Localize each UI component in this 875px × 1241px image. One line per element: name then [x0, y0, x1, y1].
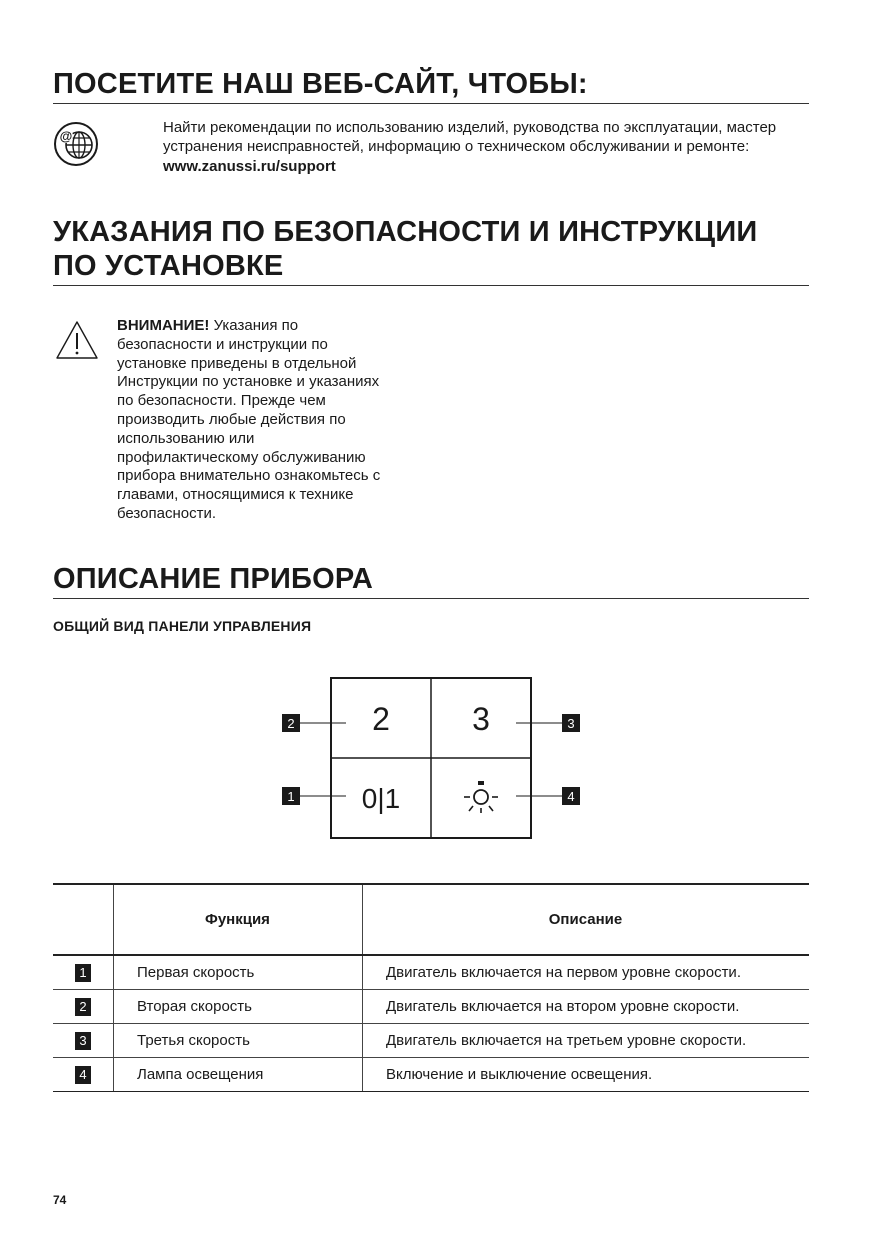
table-header-row: [53, 884, 809, 955]
callout-3: [562, 714, 580, 732]
callout-4: [562, 787, 580, 805]
panel-button-2: [372, 701, 390, 737]
support-url-link[interactable]: www.zanussi.ru/support: [163, 158, 336, 175]
button-2-symbol: 2: [372, 701, 390, 737]
globe-at-icon: [53, 121, 99, 167]
row-number-badge: 3: [75, 1032, 91, 1050]
panel-button-3: [472, 701, 490, 737]
warning-text: [117, 317, 392, 524]
row-number-cell: [53, 955, 114, 990]
callout-4-label: 4: [567, 789, 575, 804]
callout-2: [282, 714, 300, 732]
row-number-cell: [53, 990, 114, 1024]
table-row: [53, 955, 809, 990]
svg-text:@: @: [59, 128, 73, 144]
row-number-cell: [53, 1024, 114, 1058]
callout-2-label: 2: [287, 716, 295, 731]
row-number-cell: [53, 1058, 114, 1092]
table-row: [53, 1024, 809, 1058]
warning-triangle-icon: [55, 320, 99, 360]
row-number-badge: 1: [75, 964, 91, 982]
callout-1: [282, 787, 300, 805]
row-function: Первая скорость: [114, 955, 363, 990]
warning-label: ВНИМАНИЕ!: [117, 317, 210, 334]
button-1-symbol: 0|1: [361, 783, 401, 814]
row-description: Двигатель включается на третьем уровне скорости.: [363, 1024, 810, 1058]
table-row: [53, 1058, 809, 1092]
row-number-badge: 2: [75, 998, 91, 1016]
row-function: Лампа освещения: [114, 1058, 363, 1092]
row-description: Включение и выключение освещения.: [363, 1058, 810, 1092]
function-table: [53, 883, 809, 1092]
control-panel-diagram: [270, 670, 600, 850]
control-panel-subheading: ОБЩИЙ ВИД ПАНЕЛИ УПРАВЛЕНИЯ: [53, 618, 312, 634]
row-number-badge: 4: [75, 1066, 91, 1084]
row-function: Третья скорость: [114, 1024, 363, 1058]
header-description: Описание: [363, 884, 810, 955]
callout-1-label: 1: [287, 789, 295, 804]
website-info: [163, 118, 813, 176]
row-description: Двигатель включается на втором уровне скорости.: [363, 990, 810, 1024]
website-description: Найти рекомендации по использованию изделий, руководства по эксплуатации, мастер устранения неисправностей, информацию о техническом обслуживании и ремонте:: [163, 119, 777, 155]
warning-body: Указания по безопасности и инструкции по установке приведены в отдельной Инструкции по установке и указаниях по безопасности. Прежде чем производить любые действия по использованию или профилактическому обслуживанию прибора внимательно ознакомьтесь с главами, относящимися к технике безопасности.: [117, 317, 381, 522]
header-number: [53, 884, 114, 955]
safety-heading: УКАЗАНИЯ ПО БЕЗОПАСНОСТИ И ИНСТРУКЦИИ ПО УСТАНОВКЕ: [53, 215, 809, 286]
button-3-symbol: 3: [472, 701, 490, 737]
callout-3-label: 3: [567, 716, 575, 731]
header-function: Функция: [114, 884, 363, 955]
lamp-icon: [464, 781, 498, 813]
row-function: Вторая скорость: [114, 990, 363, 1024]
page-number: 74: [53, 1193, 67, 1207]
visit-website-heading: ПОСЕТИТЕ НАШ ВЕБ-САЙТ, ЧТОБЫ:: [53, 67, 809, 104]
row-description: Двигатель включается на первом уровне скорости.: [363, 955, 810, 990]
table-row: [53, 990, 809, 1024]
appliance-description-heading: ОПИСАНИЕ ПРИБОРА: [53, 562, 809, 599]
panel-button-1: [362, 783, 400, 814]
